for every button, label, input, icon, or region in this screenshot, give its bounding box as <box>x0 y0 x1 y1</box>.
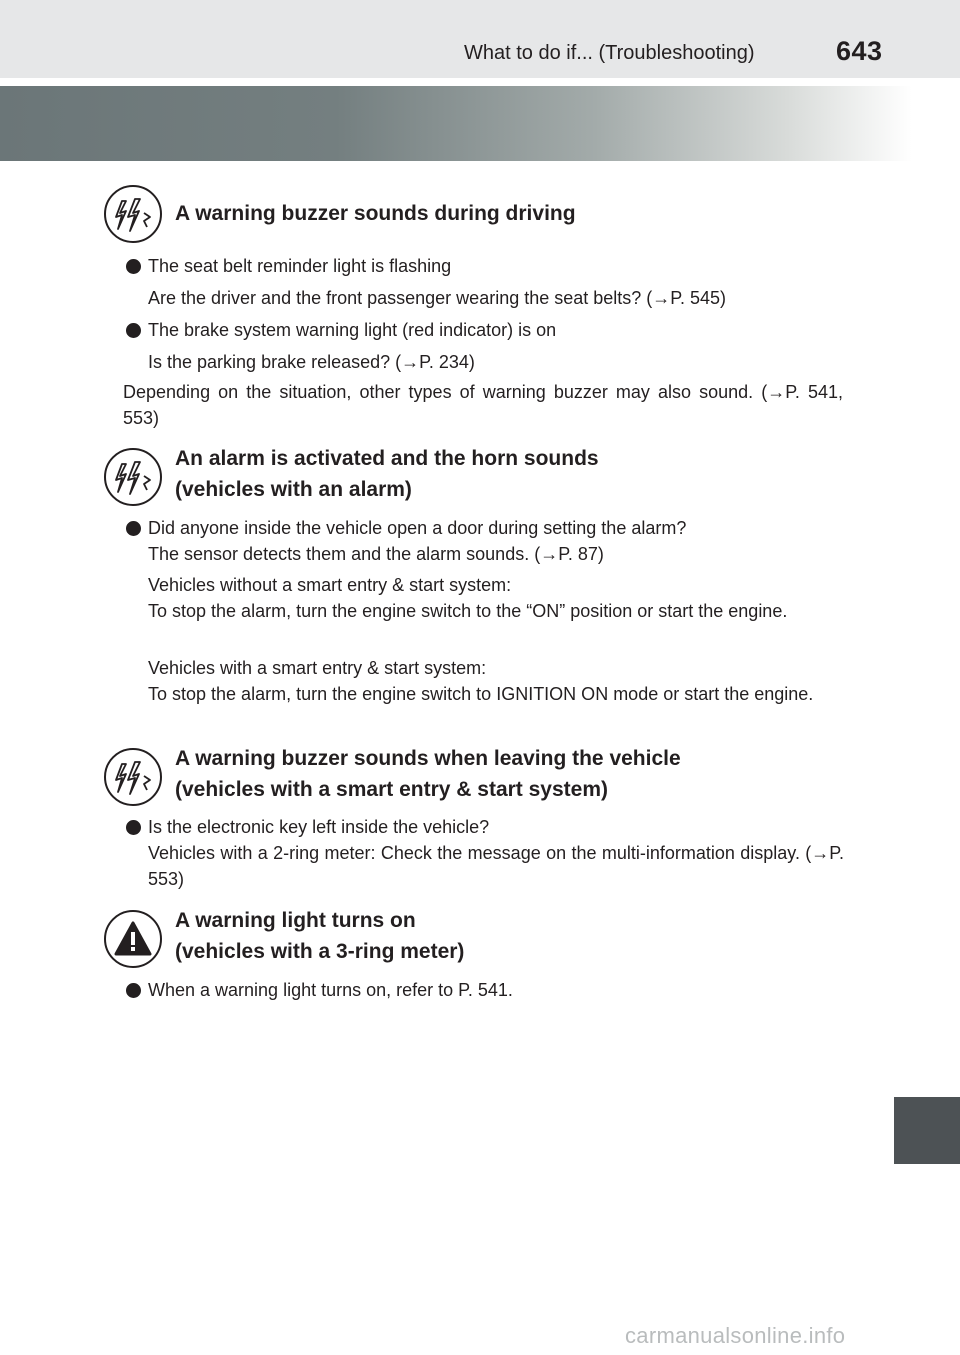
list-item <box>126 977 846 1007</box>
header-banner <box>0 86 960 161</box>
bullet-subtext: Vehicles without a smart entry & start system: <box>148 575 512 595</box>
section-title: An alarm is activated and the horn sounds <box>175 447 599 470</box>
note-paragraph: Depending on the situation, other types of warning buzzer may also sound. (→P. 541, 553) <box>123 382 843 428</box>
watermark: carmanualsonline.info <box>625 1323 846 1348</box>
bullet-subtext: To stop the alarm, turn the engine switch to IGNITION ON mode or start the engine. <box>148 684 814 704</box>
warning-triangle-icon <box>104 910 162 968</box>
bullet-text: The sensor detects them and the alarm sounds. (→P. 87) <box>148 544 604 564</box>
section-title-sub: (vehicles with a 3-ring meter) <box>175 940 465 963</box>
page-number: 643 <box>836 36 883 66</box>
section-title: A warning light turns on <box>175 909 416 932</box>
list-item <box>126 515 846 730</box>
list-item <box>126 317 846 377</box>
bullet-dot <box>126 259 141 274</box>
bullet-subtext: Are the driver and the front passenger wearing the seat belts? (→P. 545) <box>148 288 727 308</box>
section-title: A warning buzzer sounds during driving <box>175 202 576 225</box>
bullet-subtext: Vehicles with a smart entry & start system: <box>148 658 487 678</box>
chapter-tab <box>894 1097 960 1164</box>
bullet-subtext: To stop the alarm, turn the engine switch to the “ON” position or start the engine. <box>148 601 788 621</box>
chapter-title: What to do if... (Troubleshooting) <box>464 42 755 64</box>
bullet-text: Is the electronic key left inside the vehicle? <box>148 817 490 837</box>
bullet-dot <box>126 323 141 338</box>
bullet-text: When a warning light turns on, refer to P. 541. <box>148 980 513 1000</box>
section-title-sub: (vehicles with an alarm) <box>175 478 412 501</box>
bullet-text: The seat belt reminder light is flashing <box>148 256 452 276</box>
bullet-text: Vehicles with a 2-ring meter: Check the message on the multi-information display. (→P. 553) <box>148 843 844 889</box>
lightning-icon <box>104 185 162 243</box>
header-bar <box>0 0 960 78</box>
list-item <box>126 814 846 898</box>
section-title-sub: (vehicles with a smart entry & start system) <box>175 778 609 801</box>
bullet-text: The brake system warning light (red indicator) is on <box>148 320 557 340</box>
bullet-dot <box>126 521 141 536</box>
section-title: A warning buzzer sounds when leaving the vehicle <box>175 747 681 770</box>
bullet-dot <box>126 983 141 998</box>
lightning-icon <box>104 748 162 806</box>
list-item <box>126 253 846 313</box>
bullet-subtext: Is the parking brake released? (→P. 234) <box>148 352 475 372</box>
bullet-text: Did anyone inside the vehicle open a door during setting the alarm? <box>148 518 687 538</box>
bullet-dot <box>126 820 141 835</box>
lightning-icon <box>104 448 162 506</box>
